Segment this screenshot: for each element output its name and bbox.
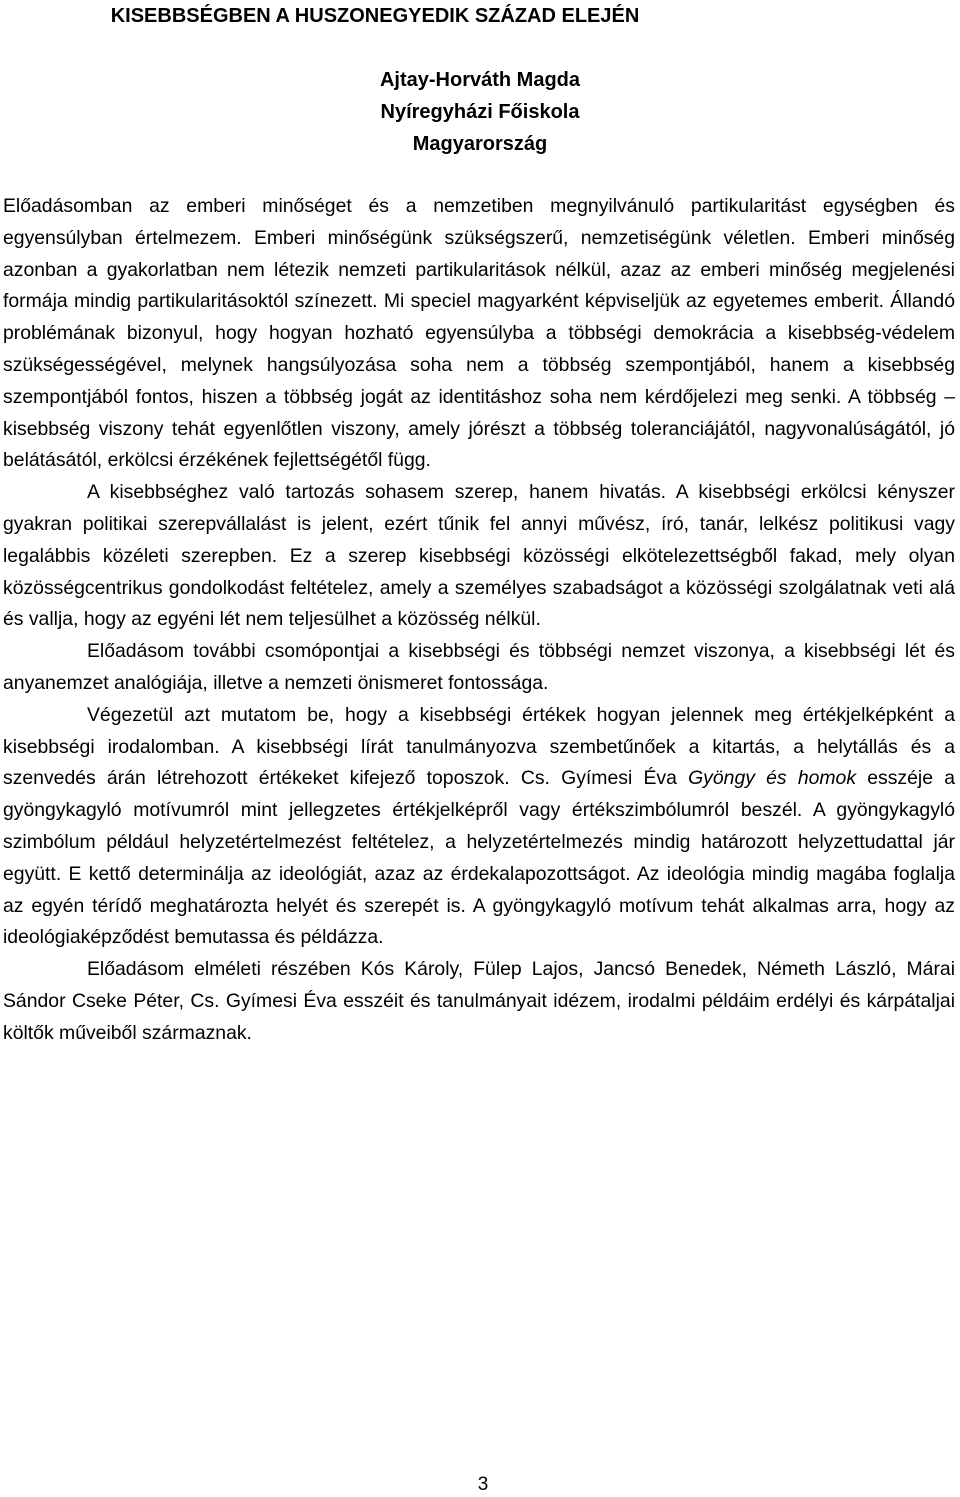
author-institution: Nyíregyházi Főiskola bbox=[380, 101, 580, 123]
author-block bbox=[0, 64, 960, 160]
abstract-body bbox=[3, 191, 955, 1050]
paragraph-4-text-before: Végezetül azt mutatom be, hogy a kisebbségi értékek hogyan jelennek meg értékjelképként a kisebbségi irodalomban. A kisebbségi lírát tanulmányozva szembetűnőek a kitartás, a helytállás és a szenvedés árán létrehozott értékeket kifejező toposzok. Cs. Gyímesi Éva bbox=[3, 703, 955, 790]
paragraph-3: Előadásom további csomópontjai a kisebbségi és többségi nemzet viszonya, a kisebbségi lét és anyanemzet analógiája, illetve a nemzeti önismeret fontossága. bbox=[3, 640, 955, 694]
paragraph-5: Előadásom elméleti részében Kós Károly, Fülep Lajos, Jancsó Benedek, Németh László, Márai Sándor Cseke Péter, Cs. Gyímesi Éva esszéit és tanulmányait idézem, irodalmi példáim erdélyi és kárpátaljai költők műveiből származnak. bbox=[3, 958, 955, 1044]
paragraph-4-text-after: esszéje a gyöngykagyló motívumról mint jellegzetes értékjelképről vagy értékszimbólumról beszél. A gyöngykagyló szimbólum például helyzetértelmezést feltételez, a helyzetértelmezés mindig határozott helyzettudattal jár együtt. E kettő determinálja az ideológiát, azaz az érdekalapozottságot. Az ideológia mindig magába foglalja az egyén térídő meghatározta helyét és szerepét is. A gyöngykagyló motívum tehát alkalmas arra, hogy az ideológiaképződést bemutassa és példázza. bbox=[3, 767, 955, 949]
document-title: KISEBBSÉGBEN A HUSZONEGYEDIK SZÁZAD ELEJÉN bbox=[110, 5, 640, 27]
paragraph-4 bbox=[3, 700, 955, 954]
author-name: Ajtay-Horváth Magda bbox=[379, 69, 581, 91]
essay-title: Gyöngy és homok bbox=[688, 767, 857, 790]
paragraph-1: Előadásomban az emberi minőséget és a nemzetiben megnyilvánuló partikularitást egységben és egyensúlyban értelmezem. Emberi minőségünk szükségszerű, nemzetiségünk véletlen. Emberi minőség azonban a gyakorlatban nem létezik nemzeti partikularitások nélkül, azaz az emberi minőség megjelenési formája mindig partikularitásoktól színezett. Mi speciel magyarként képviseljük az egyetemes emberit. Állandó problémának bizonyul, hogy hogyan hozható egyensúlyba a többségi demokrácia a kisebbség-védelem szükségességével, melynek hangsúlyozása soha nem a többség szempontjából, hanem a kisebbség szempontjából fontos, hiszen a többség jogát az identitáshoz soha nem kérdőjelezi meg senki. A többség – kisebbség viszony tehát egyenlőtlen viszony, amely jórészt a többség toleranciájától, nagyvonalúságától, jó belátásától, erkölcsi érzékének fejlettségétől függ. bbox=[3, 195, 955, 472]
author-country: Magyarország bbox=[412, 133, 548, 155]
page-number: 3 bbox=[477, 1474, 489, 1495]
paragraph-2: A kisebbséghez való tartozás sohasem szerep, hanem hivatás. A kisebbségi erkölcsi kényszer gyakran politikai szerepvállalást is jelent, ezért tűnik fel annyi művész, író, tanár, lelkész politikusi vagy legalábbis közéleti szerepben. Ez a szerep kisebbségi közösségi elkötelezettségből fakad, mely olyan közösségcentrikus gondolkodást feltételez, amely a személyes szabadságot a közösségi szolgálatnak veti alá és vallja, hogy az egyéni lét nem teljesülhet a közösség nélkül. bbox=[3, 481, 955, 631]
